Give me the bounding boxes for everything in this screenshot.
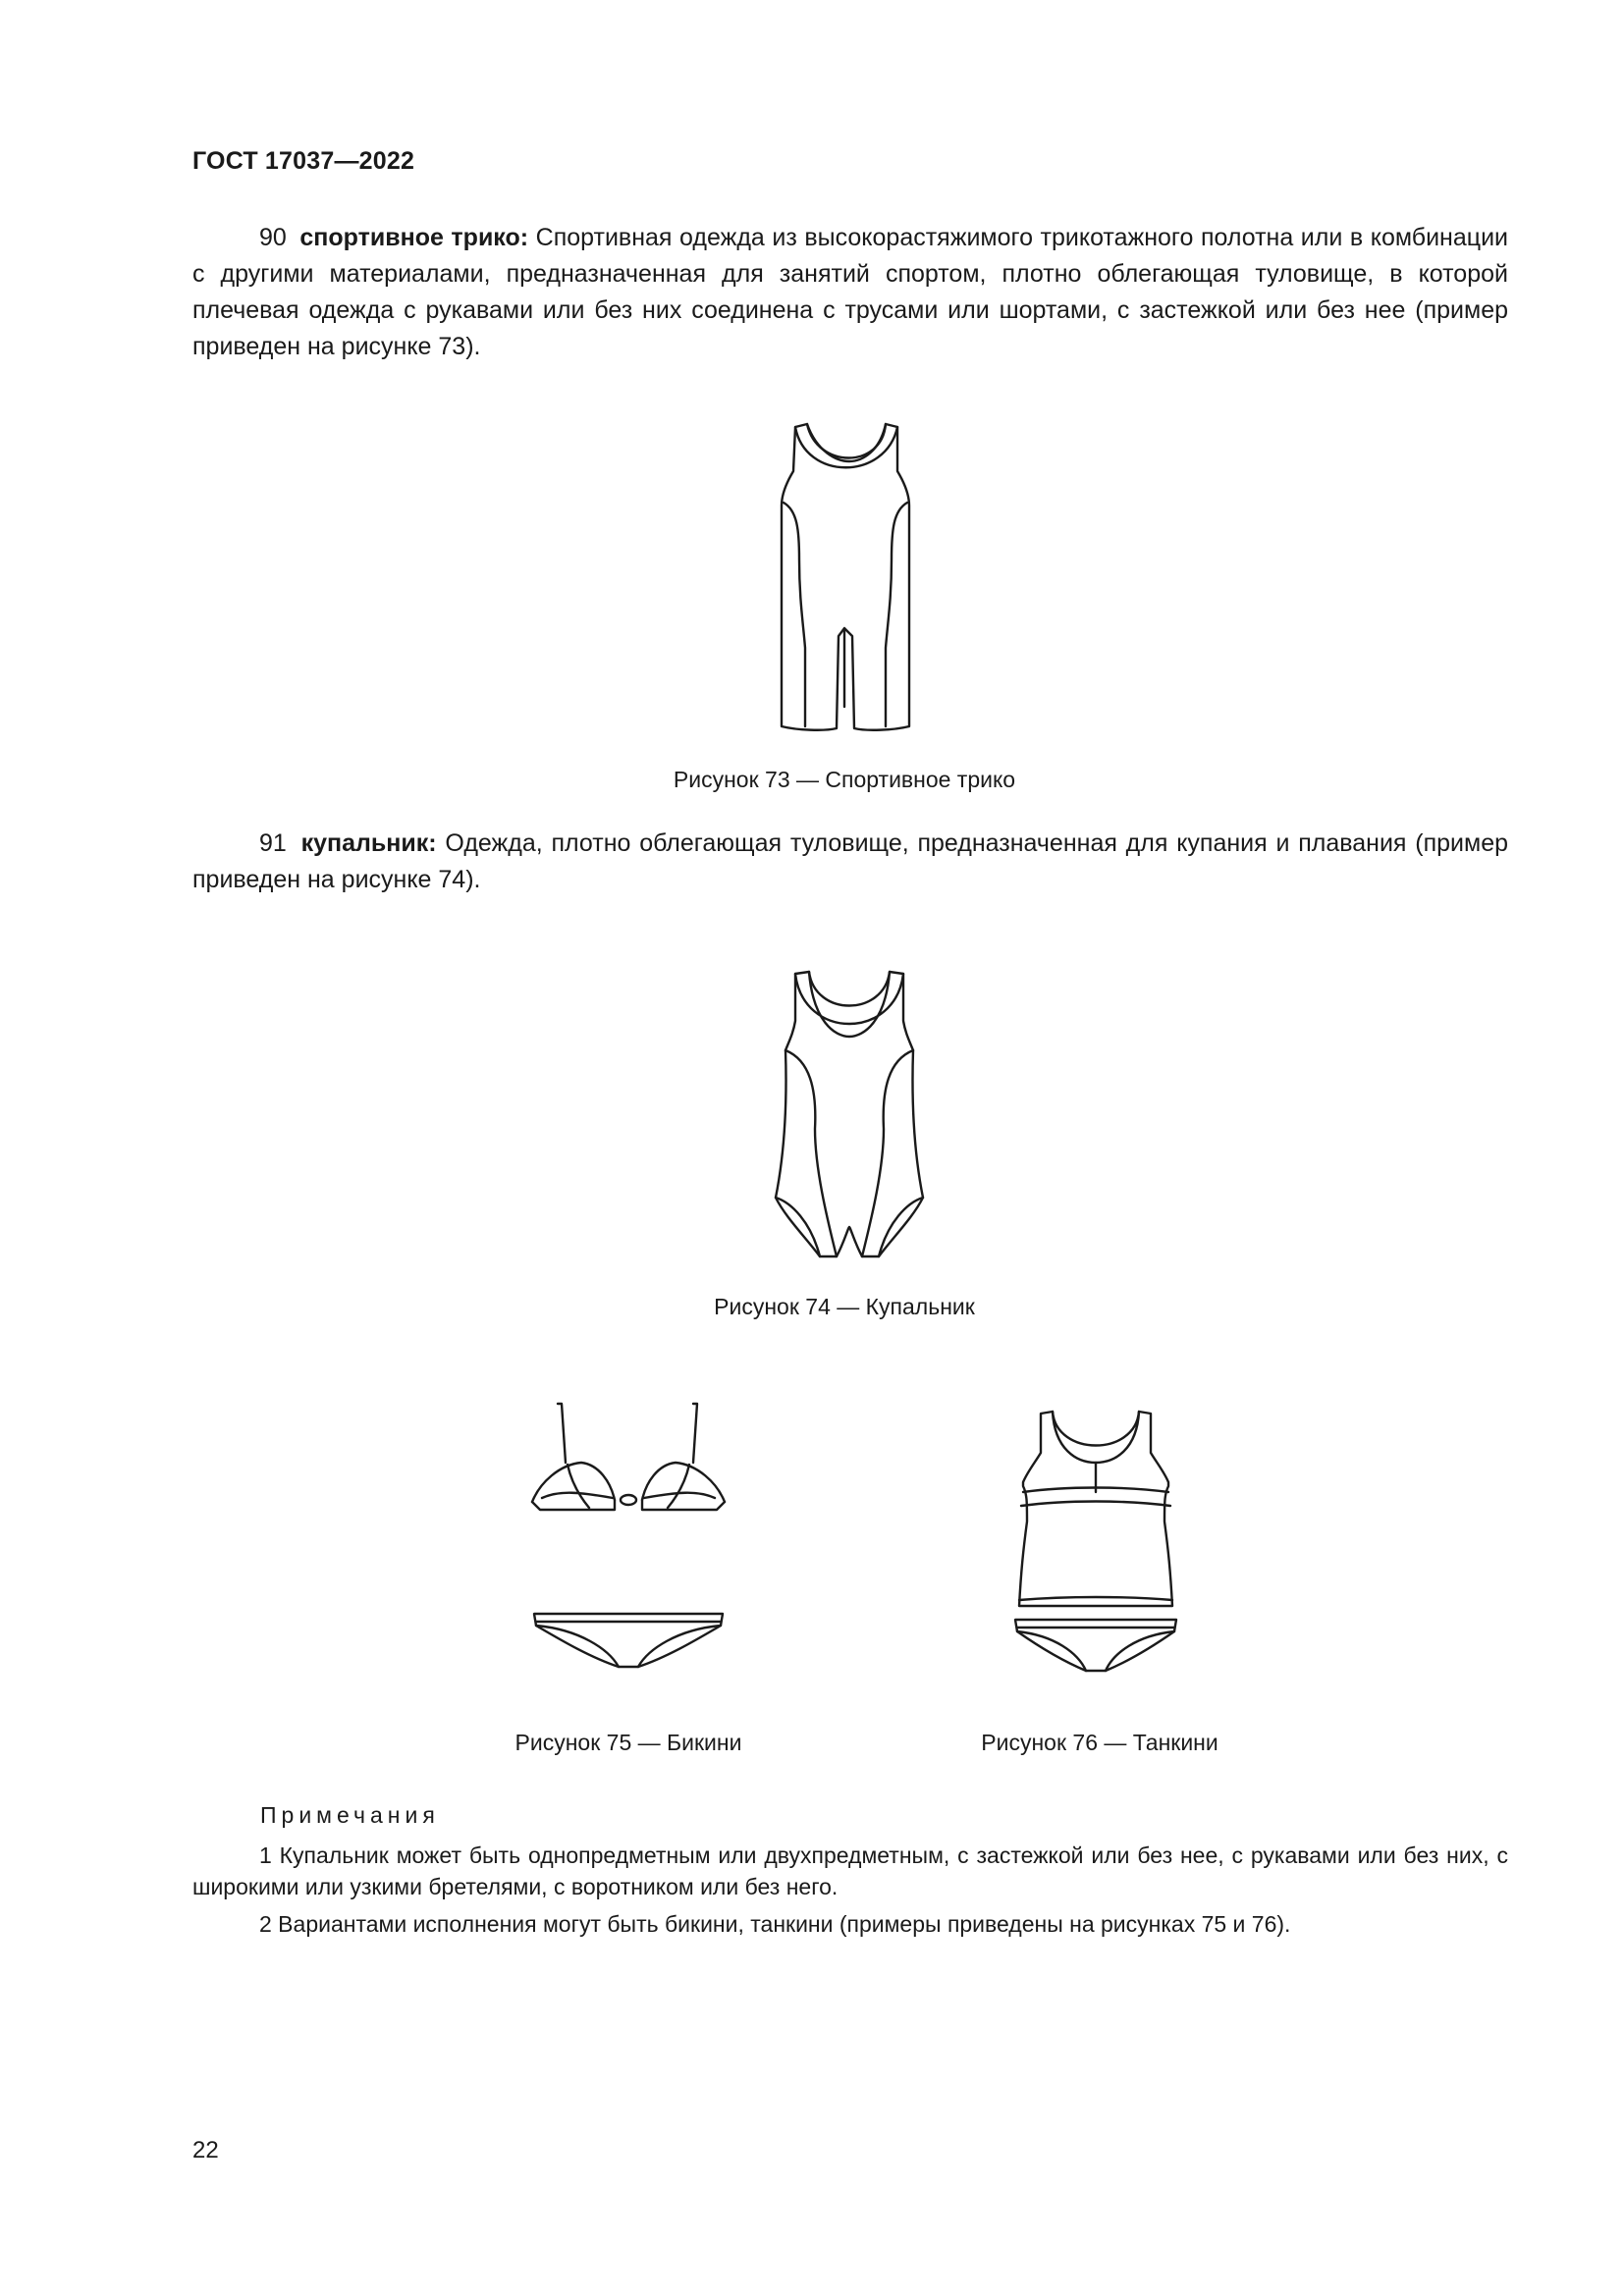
figure-74-swimsuit-drawing (756, 962, 943, 1276)
document-header: ГОСТ 17037—2022 (192, 147, 415, 175)
page-number: 22 (192, 2137, 219, 2163)
note-2: 2 Вариантами исполнения могут быть бикини, танкини (примеры приведены на рисунках 75 и 76). (259, 1911, 1291, 1937)
note-1: 1 Купальник может быть однопредметным или двухпредметным, с застежкой или без нее, с рукавами или без них, с широкими или узкими бретелями, с воротником или без него. (192, 1842, 1508, 1899)
term-number: 90 (259, 224, 287, 251)
figure-75-caption: Рисунок 75 — Бикини (514, 1730, 742, 1755)
term-91-paragraph (192, 826, 1508, 898)
figure-76-tankini-drawing (998, 1404, 1194, 1698)
term-definition: Одежда, плотно облегающая туловище, предназначенная для купания и плавания (пример приведен на рисунке 74). (192, 829, 1508, 893)
figure-76-caption: Рисунок 76 — Танкини (981, 1730, 1218, 1755)
term-name: спортивное трико: (299, 224, 529, 251)
notes-heading: Примечания (260, 1802, 440, 1828)
figure-73-sports-unitard-drawing (756, 412, 933, 746)
term-90-paragraph (192, 220, 1508, 365)
figure-73-caption: Рисунок 73 — Спортивное трико (673, 767, 1016, 792)
figure-74-caption: Рисунок 74 — Купальник (714, 1294, 975, 1319)
term-definition: Спортивная одежда из высокорастяжимого трикотажного полотна или в комбинации с другими материалами, предназначенная для занятий спортом, плотно облегающая туловище, в которой плечевая одежда с рукавами или без них соединена с трусами или шортами, с застежкой или без нее (пример приведен на рисунке 73). (192, 224, 1509, 360)
term-name: купальник: (300, 829, 437, 857)
term-number: 91 (259, 829, 287, 857)
figure-75-bikini-drawing (520, 1394, 736, 1688)
